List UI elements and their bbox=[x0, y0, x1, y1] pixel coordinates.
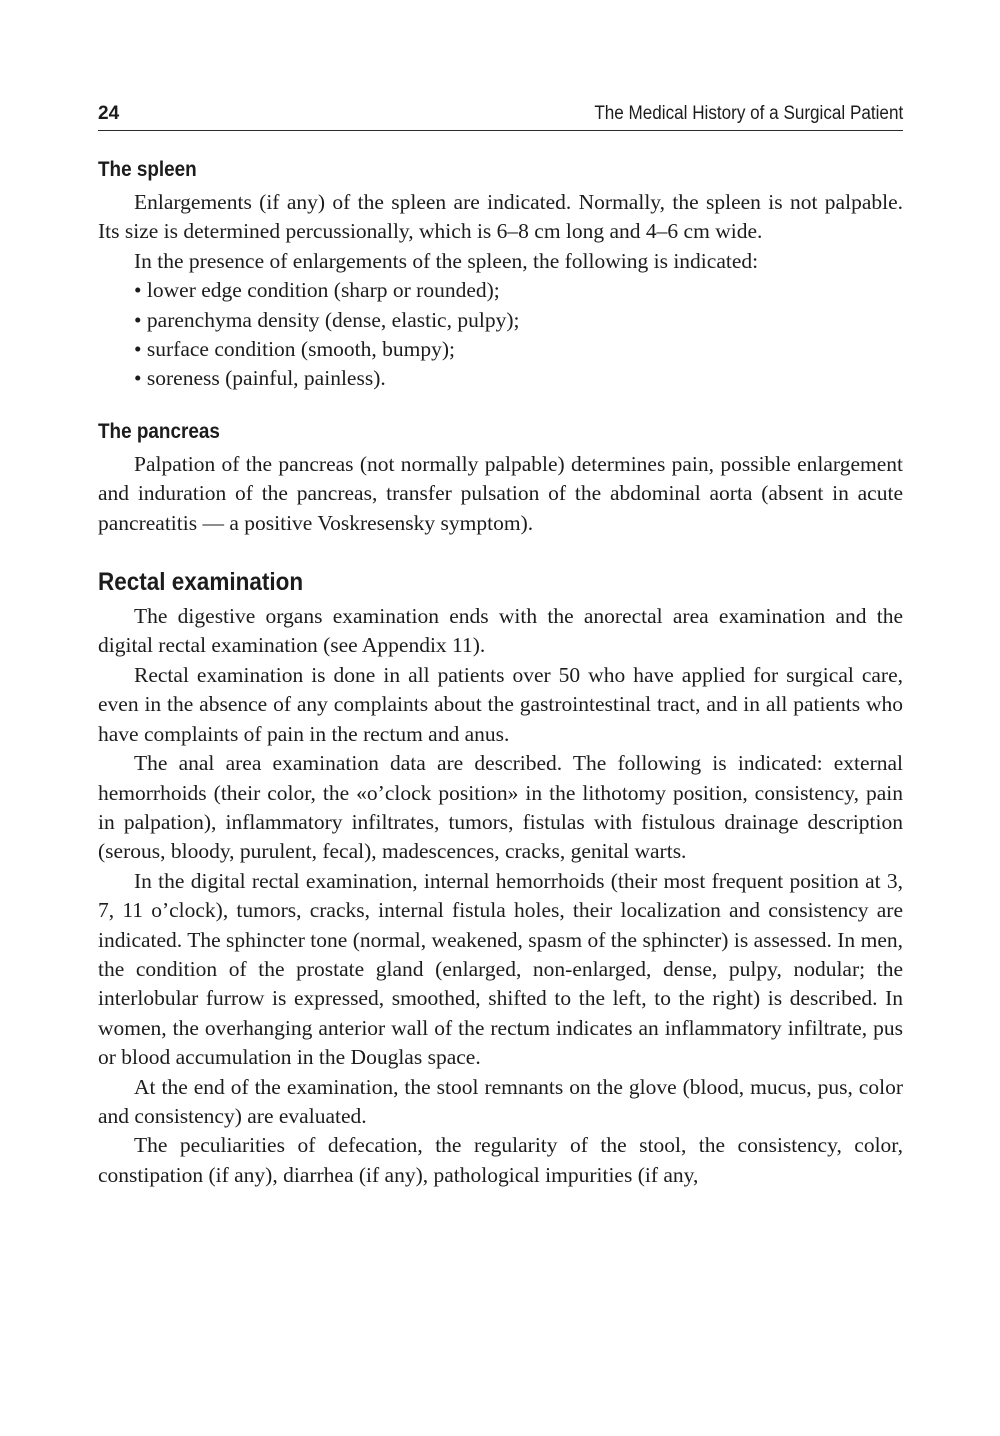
running-title: The Medical History of a Surgical Patient bbox=[594, 103, 903, 124]
section-spleen bbox=[98, 152, 903, 394]
spacer bbox=[98, 538, 903, 562]
list-item: • soreness (painful, painless). bbox=[134, 364, 903, 393]
rectal-paragraph: In the digital rectal examination, internal hemorrhoids (their most frequent position at 3, 7, 11 o’clock), tumors, cracks, internal fistula holes, their localization and consistency are indicated. The sphincter tone (normal, weakened, spasm of the sphincter) is assessed. In men, the condition of the prostate gland (enlarged, non-enlarged, dense, pulpy, nodular; the interlobular furrow is expressed, smoothed, shifted to the left, to the right) is described. In women, the overhanging anterior wall of the rectum indicates an inflammatory infiltrate, pus or blood accumulation in the Douglas space. bbox=[98, 868, 903, 1070]
spleen-bullet-list bbox=[98, 276, 903, 394]
spleen-paragraph-2: In the presence of enlargements of the spleen, the following is indicated: bbox=[134, 248, 759, 273]
rectal-paragraph: At the end of the examination, the stool remnants on the glove (blood, mucus, pus, color and consistency) are evaluated. bbox=[98, 1074, 903, 1128]
spleen-paragraph-1: Enlargements (if any) of the spleen are indicated. Normally, the spleen is not palpable. Its size is determined percussionally, which is 6–8 cm long and 4–6 cm wide. bbox=[98, 190, 903, 244]
page-number: 24 bbox=[98, 103, 120, 124]
section-rectal-examination bbox=[98, 562, 903, 1190]
list-item: • parenchyma density (dense, elastic, pulpy); bbox=[134, 306, 903, 335]
list-item: • lower edge condition (sharp or rounded); bbox=[134, 276, 903, 305]
rectal-heading: Rectal examination bbox=[98, 568, 304, 597]
rectal-paragraph: The peculiarities of defecation, the regularity of the stool, the consistency, color, constipation (if any), diarrhea (if any), pathological impurities (if any, bbox=[98, 1133, 903, 1187]
pancreas-heading: The pancreas bbox=[98, 419, 220, 443]
rectal-paragraph: Rectal examination is done in all patients over 50 who have applied for surgical care, even in the absence of any complaints about the gastrointestinal tract, and in all patients who have complaints of pain in the rectum and anus. bbox=[98, 662, 903, 746]
list-item: • surface condition (smooth, bumpy); bbox=[134, 335, 903, 364]
rectal-paragraph: The anal area examination data are described. The following is indicated: external hemorrhoids (their color, the «o’clock position» in the lithotomy position, consistency, pain in palpation), inflammatory infiltrates, tumors, fistulas with fistulous drainage description (serous, bloody, purulent, fecal), madescences, cracks, genital warts. bbox=[98, 751, 903, 864]
pancreas-paragraph-1: Palpation of the pancreas (not normally palpable) determines pain, possible enlargement and induration of the pancreas, transfer pulsation of the abdominal aorta (absent in acute pancreatitis — a positive Voskresensky symptom). bbox=[98, 451, 903, 535]
running-head bbox=[98, 100, 903, 131]
page-content bbox=[98, 152, 903, 1190]
section-pancreas bbox=[98, 414, 903, 538]
rectal-paragraph: The digestive organs examination ends with the anorectal area examination and the digital rectal examination (see Appendix 11). bbox=[98, 604, 903, 658]
spacer bbox=[98, 394, 903, 414]
spleen-heading: The spleen bbox=[98, 158, 197, 181]
